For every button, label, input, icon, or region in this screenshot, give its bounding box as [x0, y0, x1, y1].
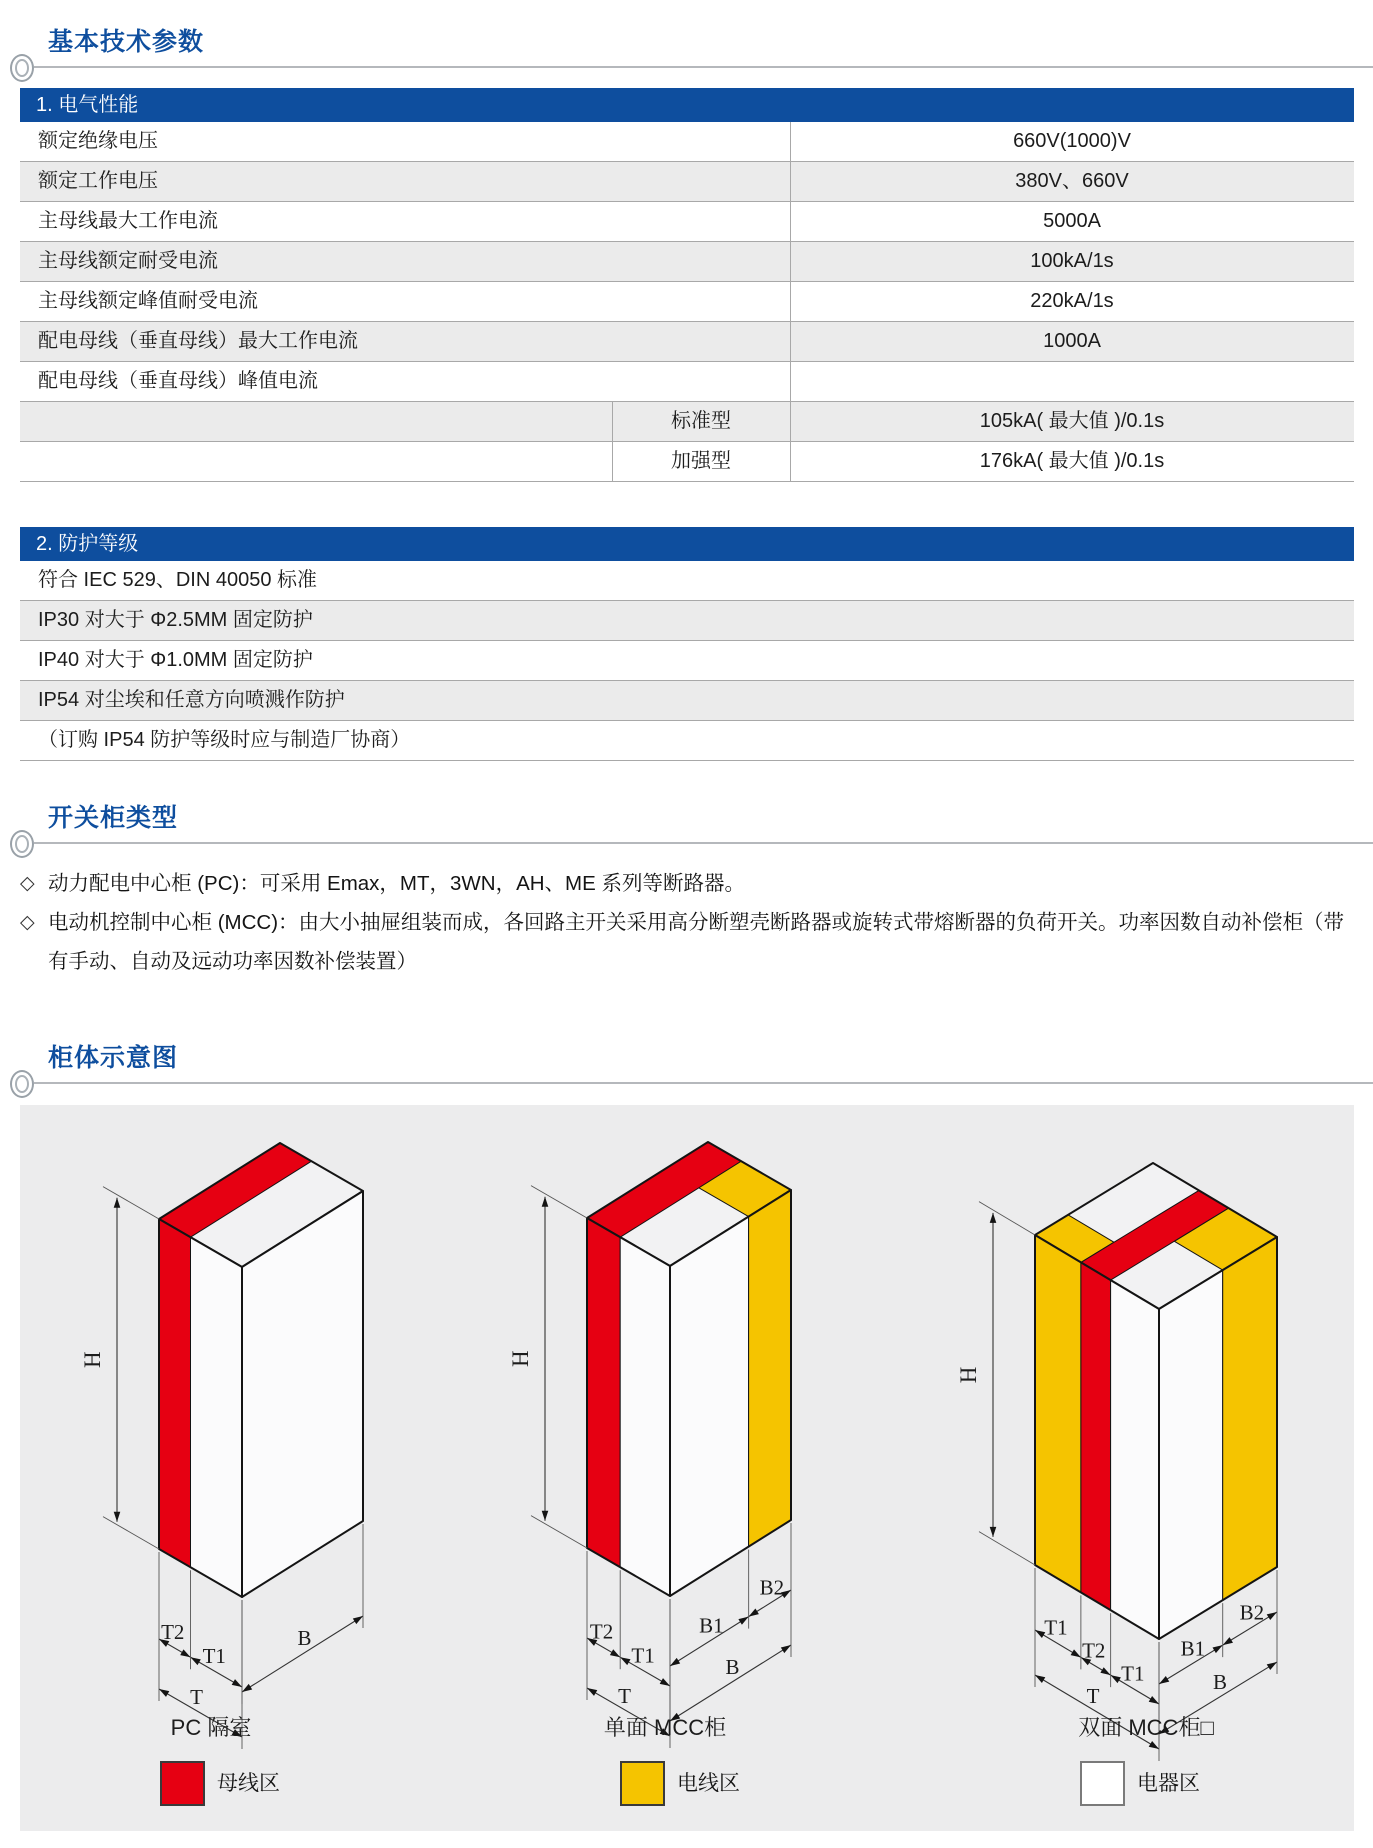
table1-column-divider [790, 122, 791, 482]
row-value: 105kA( 最大值 )/0.1s [979, 410, 1165, 432]
legend-label: 母线区 [217, 1772, 280, 1795]
section-divider-line [34, 1082, 1373, 1084]
svg-text:H: H [80, 1351, 105, 1369]
svg-text:单面 MCC柜: 单面 MCC柜 [603, 1715, 727, 1740]
bullet-item [20, 864, 1352, 903]
row-label: 主母线额定耐受电流 [38, 250, 218, 272]
svg-text:T2: T2 [589, 1619, 614, 1644]
sub-row-label: 加强型 [671, 450, 731, 472]
table-row [20, 681, 1354, 721]
section-title-basic-params: 基本技术参数 [48, 28, 205, 56]
svg-text:PC 隔室: PC 隔室 [170, 1715, 252, 1740]
legend-swatch [620, 1761, 665, 1806]
cabinet-diagram-panel [20, 1105, 1354, 1831]
svg-text:T1: T1 [1121, 1661, 1145, 1686]
svg-text:B1: B1 [1180, 1636, 1206, 1661]
row-label: IP30 对大于 Φ2.5MM 固定防护 [38, 609, 313, 631]
row-value: 1000A [1043, 330, 1101, 352]
switchgear-types-text [20, 864, 1352, 981]
bullet-item [20, 903, 1352, 981]
legend-label: 电线区 [677, 1772, 740, 1795]
table-row [20, 721, 1354, 761]
svg-text:T: T [1086, 1684, 1100, 1708]
row-label: 配电母线（垂直母线）峰值电流 [38, 370, 318, 392]
table1-header-bar: 1. 电气性能 [20, 88, 1354, 122]
table-row [20, 122, 1354, 162]
cabinet-1 [508, 1142, 791, 1748]
svg-text:双面 MCC柜□: 双面 MCC柜□ [1078, 1715, 1214, 1740]
legend-swatch [160, 1761, 205, 1806]
cabinet-diagram-svg [20, 1105, 1354, 1831]
section-divider-line [34, 842, 1373, 844]
svg-text:B: B [1212, 1670, 1228, 1694]
row-value: 100kA/1s [1030, 250, 1114, 272]
ring-ornament-icon [10, 830, 34, 858]
svg-text:T2: T2 [1082, 1638, 1106, 1663]
row-spacer [20, 402, 612, 441]
table-row [20, 282, 1354, 322]
row-spacer [20, 442, 612, 481]
row-value [790, 362, 1354, 401]
svg-text:T: T [190, 1685, 203, 1709]
table-row [20, 641, 1354, 681]
row-label: IP40 对大于 Φ1.0MM 固定防护 [38, 649, 313, 671]
table-sub-row [20, 442, 1354, 482]
row-label: 主母线最大工作电流 [38, 210, 218, 232]
table1-sub-divider [612, 402, 613, 482]
section-title-cabinet-diagram: 柜体示意图 [48, 1044, 179, 1072]
row-label: 额定绝缘电压 [38, 130, 158, 152]
row-value: 5000A [1043, 210, 1101, 232]
diamond-bullet-icon: ◇ [20, 873, 35, 894]
legend-swatch [1080, 1761, 1125, 1806]
table-row [20, 202, 1354, 242]
row-label: IP54 对尘埃和任意方向喷溅作防护 [38, 689, 345, 711]
table-row [20, 601, 1354, 641]
svg-text:H: H [956, 1366, 981, 1384]
svg-text:T1: T1 [631, 1643, 655, 1668]
legend-label: 电器区 [1137, 1772, 1200, 1795]
section-divider-line [34, 66, 1373, 68]
svg-text:B2: B2 [1239, 1600, 1265, 1625]
svg-text:B2: B2 [759, 1575, 785, 1600]
row-value: 380V、660V [1015, 170, 1129, 192]
ring-ornament-icon [10, 1070, 34, 1098]
diamond-bullet-icon: ◇ [20, 912, 35, 933]
table-sub-row [20, 402, 1354, 442]
row-label: 符合 IEC 529、DIN 40050 标准 [38, 569, 317, 591]
table-row [20, 322, 1354, 362]
row-label: 配电母线（垂直母线）最大工作电流 [38, 330, 358, 352]
cabinet-0 [80, 1143, 363, 1749]
svg-text:T1: T1 [202, 1644, 226, 1669]
table2-header-bar: 2. 防护等级 [20, 527, 1354, 561]
section-title-switchgear-types: 开关柜类型 [48, 804, 179, 832]
ring-ornament-icon [10, 54, 34, 82]
bullet-text: 电动机控制中心柜 (MCC)：由大小抽屉组装而成，各回路主开关采用高分断塑壳断路器或旋转式带熔断器的负荷开关。功率因数自动补偿柜（带有手动、自动及远动功率因数补偿装置） [48, 911, 1345, 973]
electrical-performance-table [20, 88, 1354, 482]
table-row [20, 561, 1354, 601]
sub-row-label: 标准型 [671, 410, 731, 432]
svg-text:B: B [297, 1626, 312, 1650]
svg-text:B1: B1 [699, 1613, 724, 1638]
svg-text:T: T [618, 1684, 631, 1708]
protection-level-table [20, 527, 1354, 761]
row-label: （订购 IP54 防护等级时应与制造厂协商） [38, 729, 411, 751]
table-row [20, 242, 1354, 282]
bullet-text: 动力配电中心柜 (PC)：可采用 Emax，MT，3WN，AH、ME 系列等断路器。 [48, 872, 745, 895]
row-value: 660V(1000)V [1013, 130, 1131, 152]
svg-text:T1: T1 [1044, 1615, 1068, 1640]
svg-text:B: B [725, 1655, 740, 1679]
table-row [20, 362, 1354, 402]
table2-body [20, 561, 1354, 761]
svg-text:H: H [508, 1350, 533, 1368]
svg-text:T2: T2 [161, 1620, 185, 1645]
table1-body [20, 122, 1354, 482]
row-label: 额定工作电压 [38, 170, 158, 192]
row-value: 220kA/1s [1030, 290, 1114, 312]
table-row [20, 162, 1354, 202]
row-value: 176kA( 最大值 )/0.1s [979, 450, 1165, 472]
row-label: 主母线额定峰值耐受电流 [38, 290, 258, 312]
cabinet-2 [956, 1163, 1277, 1761]
